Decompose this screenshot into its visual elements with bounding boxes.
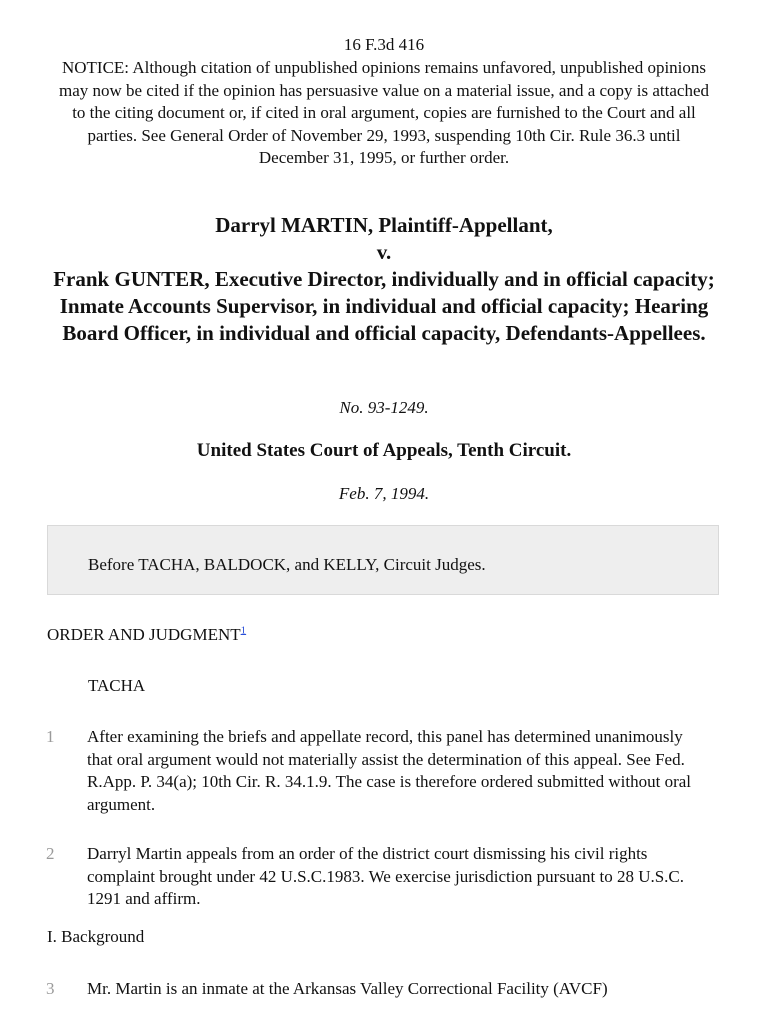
section-heading-background: I. Background: [47, 927, 145, 946]
paragraph-text: After examining the briefs and appellate record, this panel has determined unanimously that oral argument would not materially assist the determination of this appeal. See Fed. R.App. P. 34(a); 10th Cir. R. 34.1.9. The case is therefore ordered submitted without oral argument.: [87, 727, 692, 814]
decision-date: Feb. 7, 1994.: [338, 484, 430, 503]
appellant-line: Darryl MARTIN, Plaintiff-Appellant,: [215, 213, 553, 237]
panel-judges: Before TACHA, BALDOCK, and KELLY, Circuit Judges.: [88, 555, 486, 574]
appellees-line: Frank GUNTER, Executive Director, individually and in official capacity; Inmate Accounts Supervisor, in individual and official capacity; Hearing Board Officer, in individual and official capacity, Defendants-Appellees.: [53, 267, 715, 345]
unpublished-notice: NOTICE: Although citation of unpublished opinions remains unfavored, unpublished opinions may now be cited if the opinion has persuasive value on a material issue, and a copy is attached to the citing document or, if cited in oral argument, copies are furnished to the Court and all parties. See General Order of November 29, 1993, suspending 10th Cir. Rule 36.3 until December 31, 1995, or further order.: [58, 58, 710, 167]
court-name: United States Court of Appeals, Tenth Circuit.: [196, 440, 572, 461]
panel-box: [47, 525, 719, 595]
versus-line: v.: [376, 240, 392, 264]
case-citation: 16 F.3d 416: [343, 35, 425, 54]
paragraph-number: 3: [46, 979, 55, 998]
docket-number: No. 93-1249.: [339, 398, 429, 417]
paragraph-number: 1: [46, 727, 55, 746]
paragraph-text: Mr. Martin is an inmate at the Arkansas Valley Correctional Facility (AVCF): [87, 979, 608, 998]
opinion-author: TACHA: [88, 676, 146, 695]
order-heading: [47, 625, 246, 645]
paragraph-number: 2: [46, 844, 55, 863]
case-caption: [40, 212, 728, 347]
paragraph-text: Darryl Martin appeals from an order of the district court dismissing his civil rights complaint brought under 42 U.S.C.1983. We exercise jurisdiction pursuant to 28 U.S.C. 1291 and affirm.: [87, 844, 685, 908]
footnote-link[interactable]: 1: [240, 624, 247, 637]
order-heading-text: ORDER AND JUDGMENT: [47, 625, 241, 644]
